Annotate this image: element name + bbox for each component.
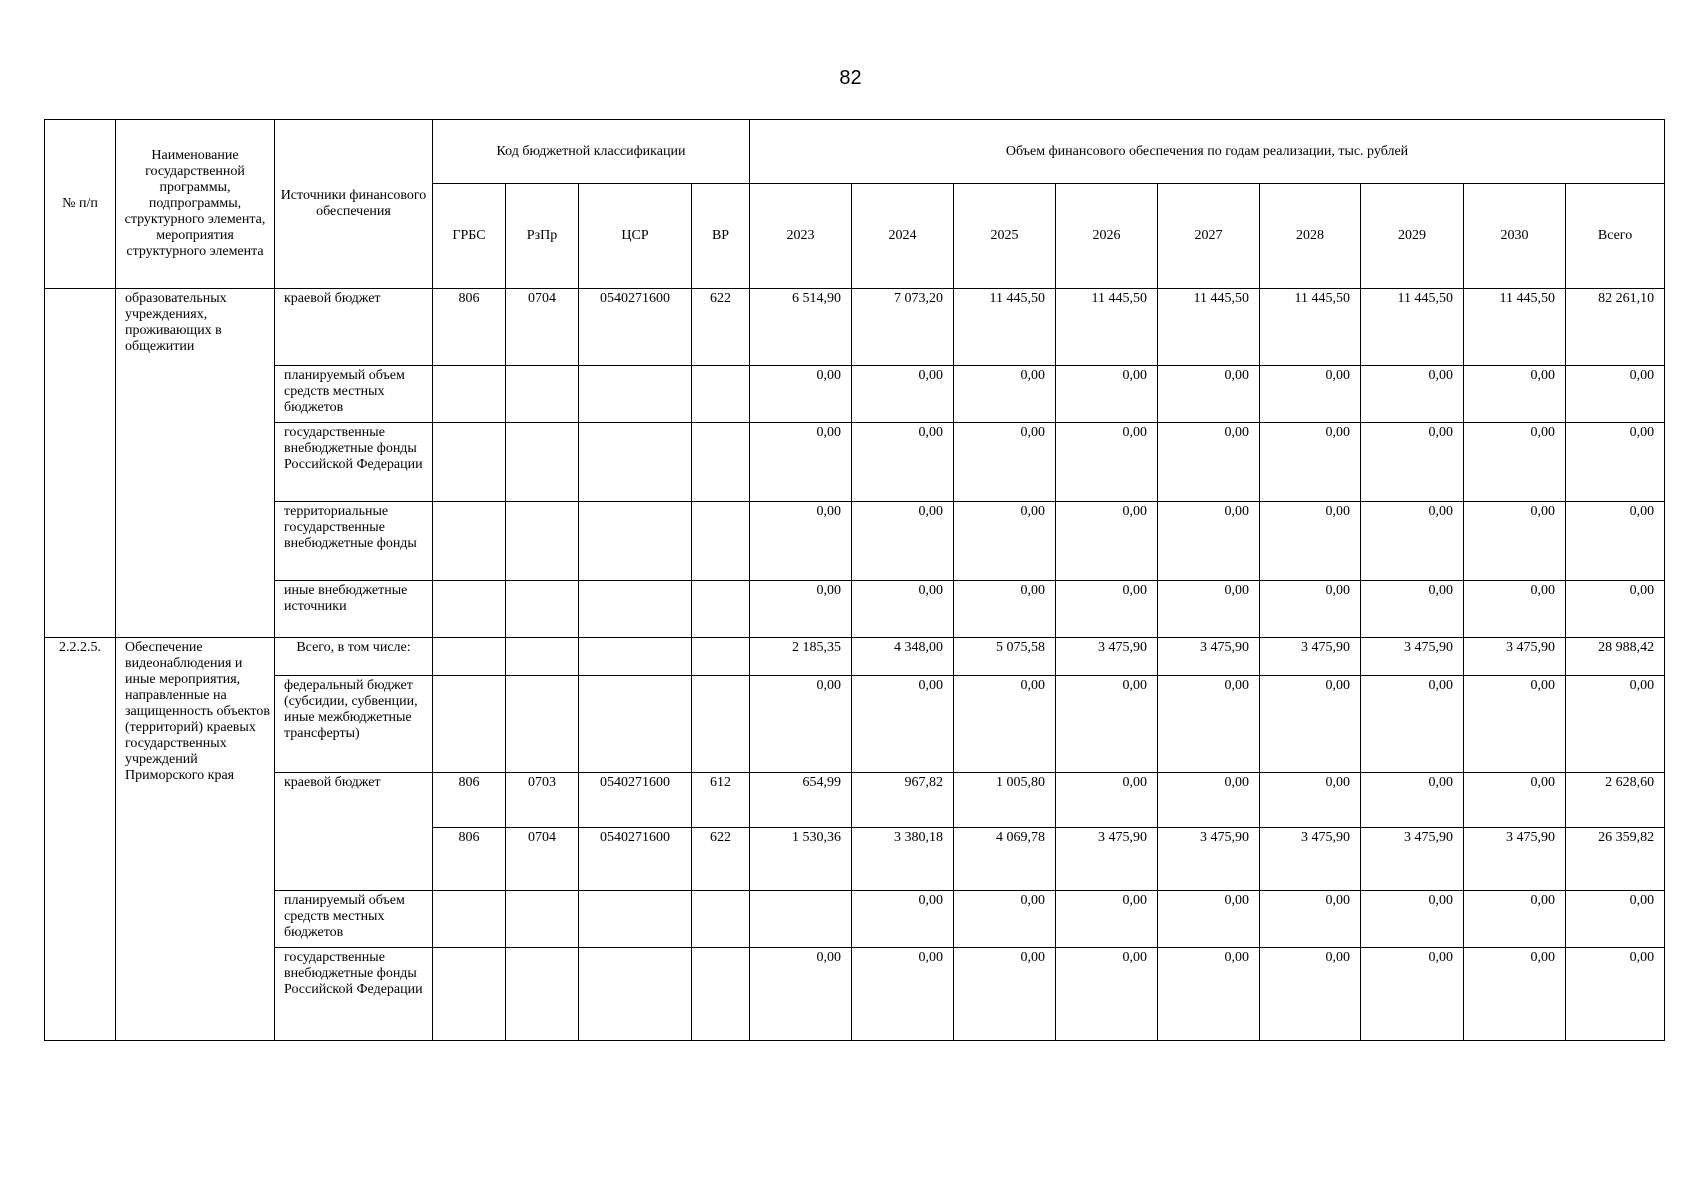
cell-csr [579, 638, 692, 676]
cell-value: 0,00 [750, 676, 852, 773]
cell-value: 1 005,80 [954, 773, 1056, 828]
cell-value: 0,00 [1056, 502, 1158, 581]
cell-total: 0,00 [1566, 502, 1665, 581]
cell-value: 0,00 [1260, 676, 1361, 773]
cell-total: 82 261,10 [1566, 289, 1665, 366]
cell-grbs [433, 638, 506, 676]
header-source: Источники финансового обеспечения [275, 120, 433, 289]
cell-value: 3 475,90 [1260, 638, 1361, 676]
cell-vr [692, 891, 750, 948]
cell-value: 0,00 [954, 366, 1056, 423]
cell-value: 0,00 [1464, 948, 1566, 1041]
cell-value: 2 185,35 [750, 638, 852, 676]
cell-csr: 0540271600 [579, 828, 692, 891]
page-number: 82 [839, 67, 862, 89]
header-volume-group: Объем финансового обеспечения по годам реализации, тыс. рублей [750, 120, 1665, 184]
cell-value: 0,00 [1260, 891, 1361, 948]
cell-value: 0,00 [1260, 581, 1361, 638]
row-source: планируемый объем средств местных бюджетов [275, 891, 433, 948]
cell-grbs: 806 [433, 828, 506, 891]
header-year-2024: 2024 [852, 184, 954, 289]
table-row [45, 502, 1665, 581]
cell-value: 0,00 [1361, 891, 1464, 948]
table-row [45, 948, 1665, 1041]
cell-grbs [433, 581, 506, 638]
cell-value: 0,00 [1260, 948, 1361, 1041]
cell-rzpr [506, 423, 579, 502]
table-row [45, 423, 1665, 502]
cell-grbs: 806 [433, 289, 506, 366]
cell-total: 28 988,42 [1566, 638, 1665, 676]
row-source: краевой бюджет [275, 289, 433, 366]
cell-value: 0,00 [1056, 581, 1158, 638]
cell-grbs: 806 [433, 773, 506, 828]
cell-vr [692, 366, 750, 423]
table-row [45, 638, 1665, 676]
row-npp [45, 289, 116, 638]
cell-value: 3 475,90 [1056, 638, 1158, 676]
cell-value: 0,00 [852, 676, 954, 773]
cell-value: 654,99 [750, 773, 852, 828]
cell-value: 0,00 [750, 423, 852, 502]
cell-value: 0,00 [1464, 366, 1566, 423]
cell-value: 0,00 [1464, 676, 1566, 773]
cell-rzpr: 0704 [506, 828, 579, 891]
table-row [45, 773, 1665, 828]
cell-vr [692, 502, 750, 581]
cell-value: 0,00 [1158, 948, 1260, 1041]
cell-value: 0,00 [750, 581, 852, 638]
cell-csr [579, 581, 692, 638]
cell-value: 1 530,36 [750, 828, 852, 891]
cell-vr [692, 676, 750, 773]
cell-total: 2 628,60 [1566, 773, 1665, 828]
cell-value: 0,00 [1158, 773, 1260, 828]
cell-value: 11 445,50 [1260, 289, 1361, 366]
cell-csr [579, 948, 692, 1041]
cell-value: 3 380,18 [852, 828, 954, 891]
cell-total: 0,00 [1566, 581, 1665, 638]
table-row [45, 676, 1665, 773]
row-source: государственные внебюджетные фонды Российской Федерации [275, 423, 433, 502]
cell-value: 3 475,90 [1361, 638, 1464, 676]
cell-value: 0,00 [1056, 891, 1158, 948]
cell-value: 0,00 [750, 502, 852, 581]
cell-value: 3 475,90 [1464, 638, 1566, 676]
cell-grbs [433, 423, 506, 502]
cell-value: 0,00 [1158, 366, 1260, 423]
cell-value: 0,00 [750, 366, 852, 423]
cell-value: 0,00 [954, 948, 1056, 1041]
cell-rzpr [506, 638, 579, 676]
cell-value: 0,00 [852, 423, 954, 502]
header-total: Всего [1566, 184, 1665, 289]
cell-value: 0,00 [1056, 773, 1158, 828]
cell-vr: 622 [692, 289, 750, 366]
cell-vr [692, 948, 750, 1041]
cell-value: 0,00 [954, 581, 1056, 638]
cell-value: 11 445,50 [1464, 289, 1566, 366]
cell-value: 0,00 [1056, 366, 1158, 423]
cell-csr: 0540271600 [579, 773, 692, 828]
cell-value: 5 075,58 [954, 638, 1056, 676]
cell-value: 0,00 [852, 581, 954, 638]
cell-value: 0,00 [1361, 366, 1464, 423]
cell-value: 3 475,90 [1158, 638, 1260, 676]
cell-value: 0,00 [954, 423, 1056, 502]
cell-value: 0,00 [954, 891, 1056, 948]
cell-value: 11 445,50 [954, 289, 1056, 366]
cell-value: 0,00 [852, 948, 954, 1041]
header-year-2029: 2029 [1361, 184, 1464, 289]
row-source: краевой бюджет [275, 773, 433, 891]
cell-value: 0,00 [1158, 502, 1260, 581]
header-rzpr: РзПр [506, 184, 579, 289]
cell-vr [692, 423, 750, 502]
row-source-total: Всего, в том числе: [275, 638, 433, 676]
cell-value: 0,00 [1158, 676, 1260, 773]
cell-value: 0,00 [750, 948, 852, 1041]
cell-value: 0,00 [852, 502, 954, 581]
row-source: иные внебюджетные источники [275, 581, 433, 638]
cell-rzpr [506, 502, 579, 581]
header-year-2026: 2026 [1056, 184, 1158, 289]
cell-value: 0,00 [1361, 773, 1464, 828]
row-name: Обеспечение видеонаблюдения и иные мероприятия, направленные на защищенность объектов (территорий) краевых государственных учреждений Приморского края [116, 638, 275, 1041]
row-name: образовательных учреждениях, проживающих в общежитии [116, 289, 275, 638]
cell-value: 3 475,90 [1056, 828, 1158, 891]
header-grbs: ГРБС [433, 184, 506, 289]
cell-value: 0,00 [1361, 423, 1464, 502]
cell-vr [692, 638, 750, 676]
table-row [45, 289, 1665, 366]
cell-value: 3 475,90 [1361, 828, 1464, 891]
header-name: Наименование государственной программы, подпрограммы, структурного элемента, мероприятия структурного элемента [116, 120, 275, 289]
cell-value: 0,00 [1260, 773, 1361, 828]
cell-value: 0,00 [852, 891, 954, 948]
header-vr: ВР [692, 184, 750, 289]
cell-value: 0,00 [1158, 891, 1260, 948]
cell-total: 0,00 [1566, 423, 1665, 502]
cell-value: 0,00 [1361, 581, 1464, 638]
cell-value: 0,00 [1464, 891, 1566, 948]
table-row [45, 581, 1665, 638]
table-row [45, 891, 1665, 948]
cell-grbs [433, 948, 506, 1041]
cell-rzpr: 0704 [506, 289, 579, 366]
header-npp: № п/п [45, 120, 116, 289]
cell-value: 0,00 [1260, 502, 1361, 581]
cell-total: 26 359,82 [1566, 828, 1665, 891]
cell-value: 0,00 [1056, 423, 1158, 502]
cell-total: 0,00 [1566, 891, 1665, 948]
row-source: планируемый объем средств местных бюджетов [275, 366, 433, 423]
row-source: государственные внебюджетные фонды Российской Федерации [275, 948, 433, 1041]
cell-value: 0,00 [1260, 366, 1361, 423]
cell-value: 0,00 [1361, 948, 1464, 1041]
cell-value: 0,00 [1361, 676, 1464, 773]
header-year-2030: 2030 [1464, 184, 1566, 289]
cell-value: 6 514,90 [750, 289, 852, 366]
cell-grbs [433, 366, 506, 423]
cell-value: 967,82 [852, 773, 954, 828]
cell-rzpr: 0703 [506, 773, 579, 828]
cell-csr: 0540271600 [579, 289, 692, 366]
cell-value: 11 445,50 [1361, 289, 1464, 366]
header-year-2023: 2023 [750, 184, 852, 289]
cell-value: 0,00 [1464, 423, 1566, 502]
cell-value: 11 445,50 [1158, 289, 1260, 366]
cell-value: 3 475,90 [1464, 828, 1566, 891]
cell-value: 7 073,20 [852, 289, 954, 366]
cell-value: 4 348,00 [852, 638, 954, 676]
cell-csr [579, 502, 692, 581]
cell-value: 0,00 [1158, 581, 1260, 638]
cell-csr [579, 891, 692, 948]
table-row [45, 366, 1665, 423]
cell-csr [579, 676, 692, 773]
cell-value: 0,00 [1464, 581, 1566, 638]
cell-vr [692, 581, 750, 638]
cell-value: 0,00 [954, 676, 1056, 773]
header-year-2028: 2028 [1260, 184, 1361, 289]
row-source: территориальные государственные внебюджетные фонды [275, 502, 433, 581]
cell-value: 11 445,50 [1056, 289, 1158, 366]
header-csr: ЦСР [579, 184, 692, 289]
cell-value: 3 475,90 [1158, 828, 1260, 891]
cell-value: 0,00 [954, 502, 1056, 581]
cell-rzpr [506, 366, 579, 423]
cell-rzpr [506, 581, 579, 638]
header-year-2025: 2025 [954, 184, 1056, 289]
cell-grbs [433, 502, 506, 581]
cell-value: 0,00 [1464, 502, 1566, 581]
cell-grbs [433, 676, 506, 773]
cell-value: 0,00 [1361, 502, 1464, 581]
cell-value: 0,00 [1464, 773, 1566, 828]
cell-rzpr [506, 891, 579, 948]
cell-value: 0,00 [852, 366, 954, 423]
cell-csr [579, 423, 692, 502]
cell-rzpr [506, 676, 579, 773]
cell-vr: 622 [692, 828, 750, 891]
row-npp: 2.2.2.5. [45, 638, 116, 1041]
cell-value-empty [750, 891, 852, 948]
budget-table [44, 119, 1665, 1041]
header-year-2027: 2027 [1158, 184, 1260, 289]
cell-value: 4 069,78 [954, 828, 1056, 891]
cell-grbs [433, 891, 506, 948]
cell-value: 0,00 [1056, 948, 1158, 1041]
cell-value: 0,00 [1260, 423, 1361, 502]
cell-value: 3 475,90 [1260, 828, 1361, 891]
cell-total: 0,00 [1566, 948, 1665, 1041]
cell-vr: 612 [692, 773, 750, 828]
cell-csr [579, 366, 692, 423]
header-kbk-group: Код бюджетной классификации [433, 120, 750, 184]
cell-value: 0,00 [1158, 423, 1260, 502]
cell-total: 0,00 [1566, 676, 1665, 773]
cell-rzpr [506, 948, 579, 1041]
cell-total: 0,00 [1566, 366, 1665, 423]
row-source: федеральный бюджет (субсидии, субвенции, иные межбюджетные трансферты) [275, 676, 433, 773]
cell-value: 0,00 [1056, 676, 1158, 773]
